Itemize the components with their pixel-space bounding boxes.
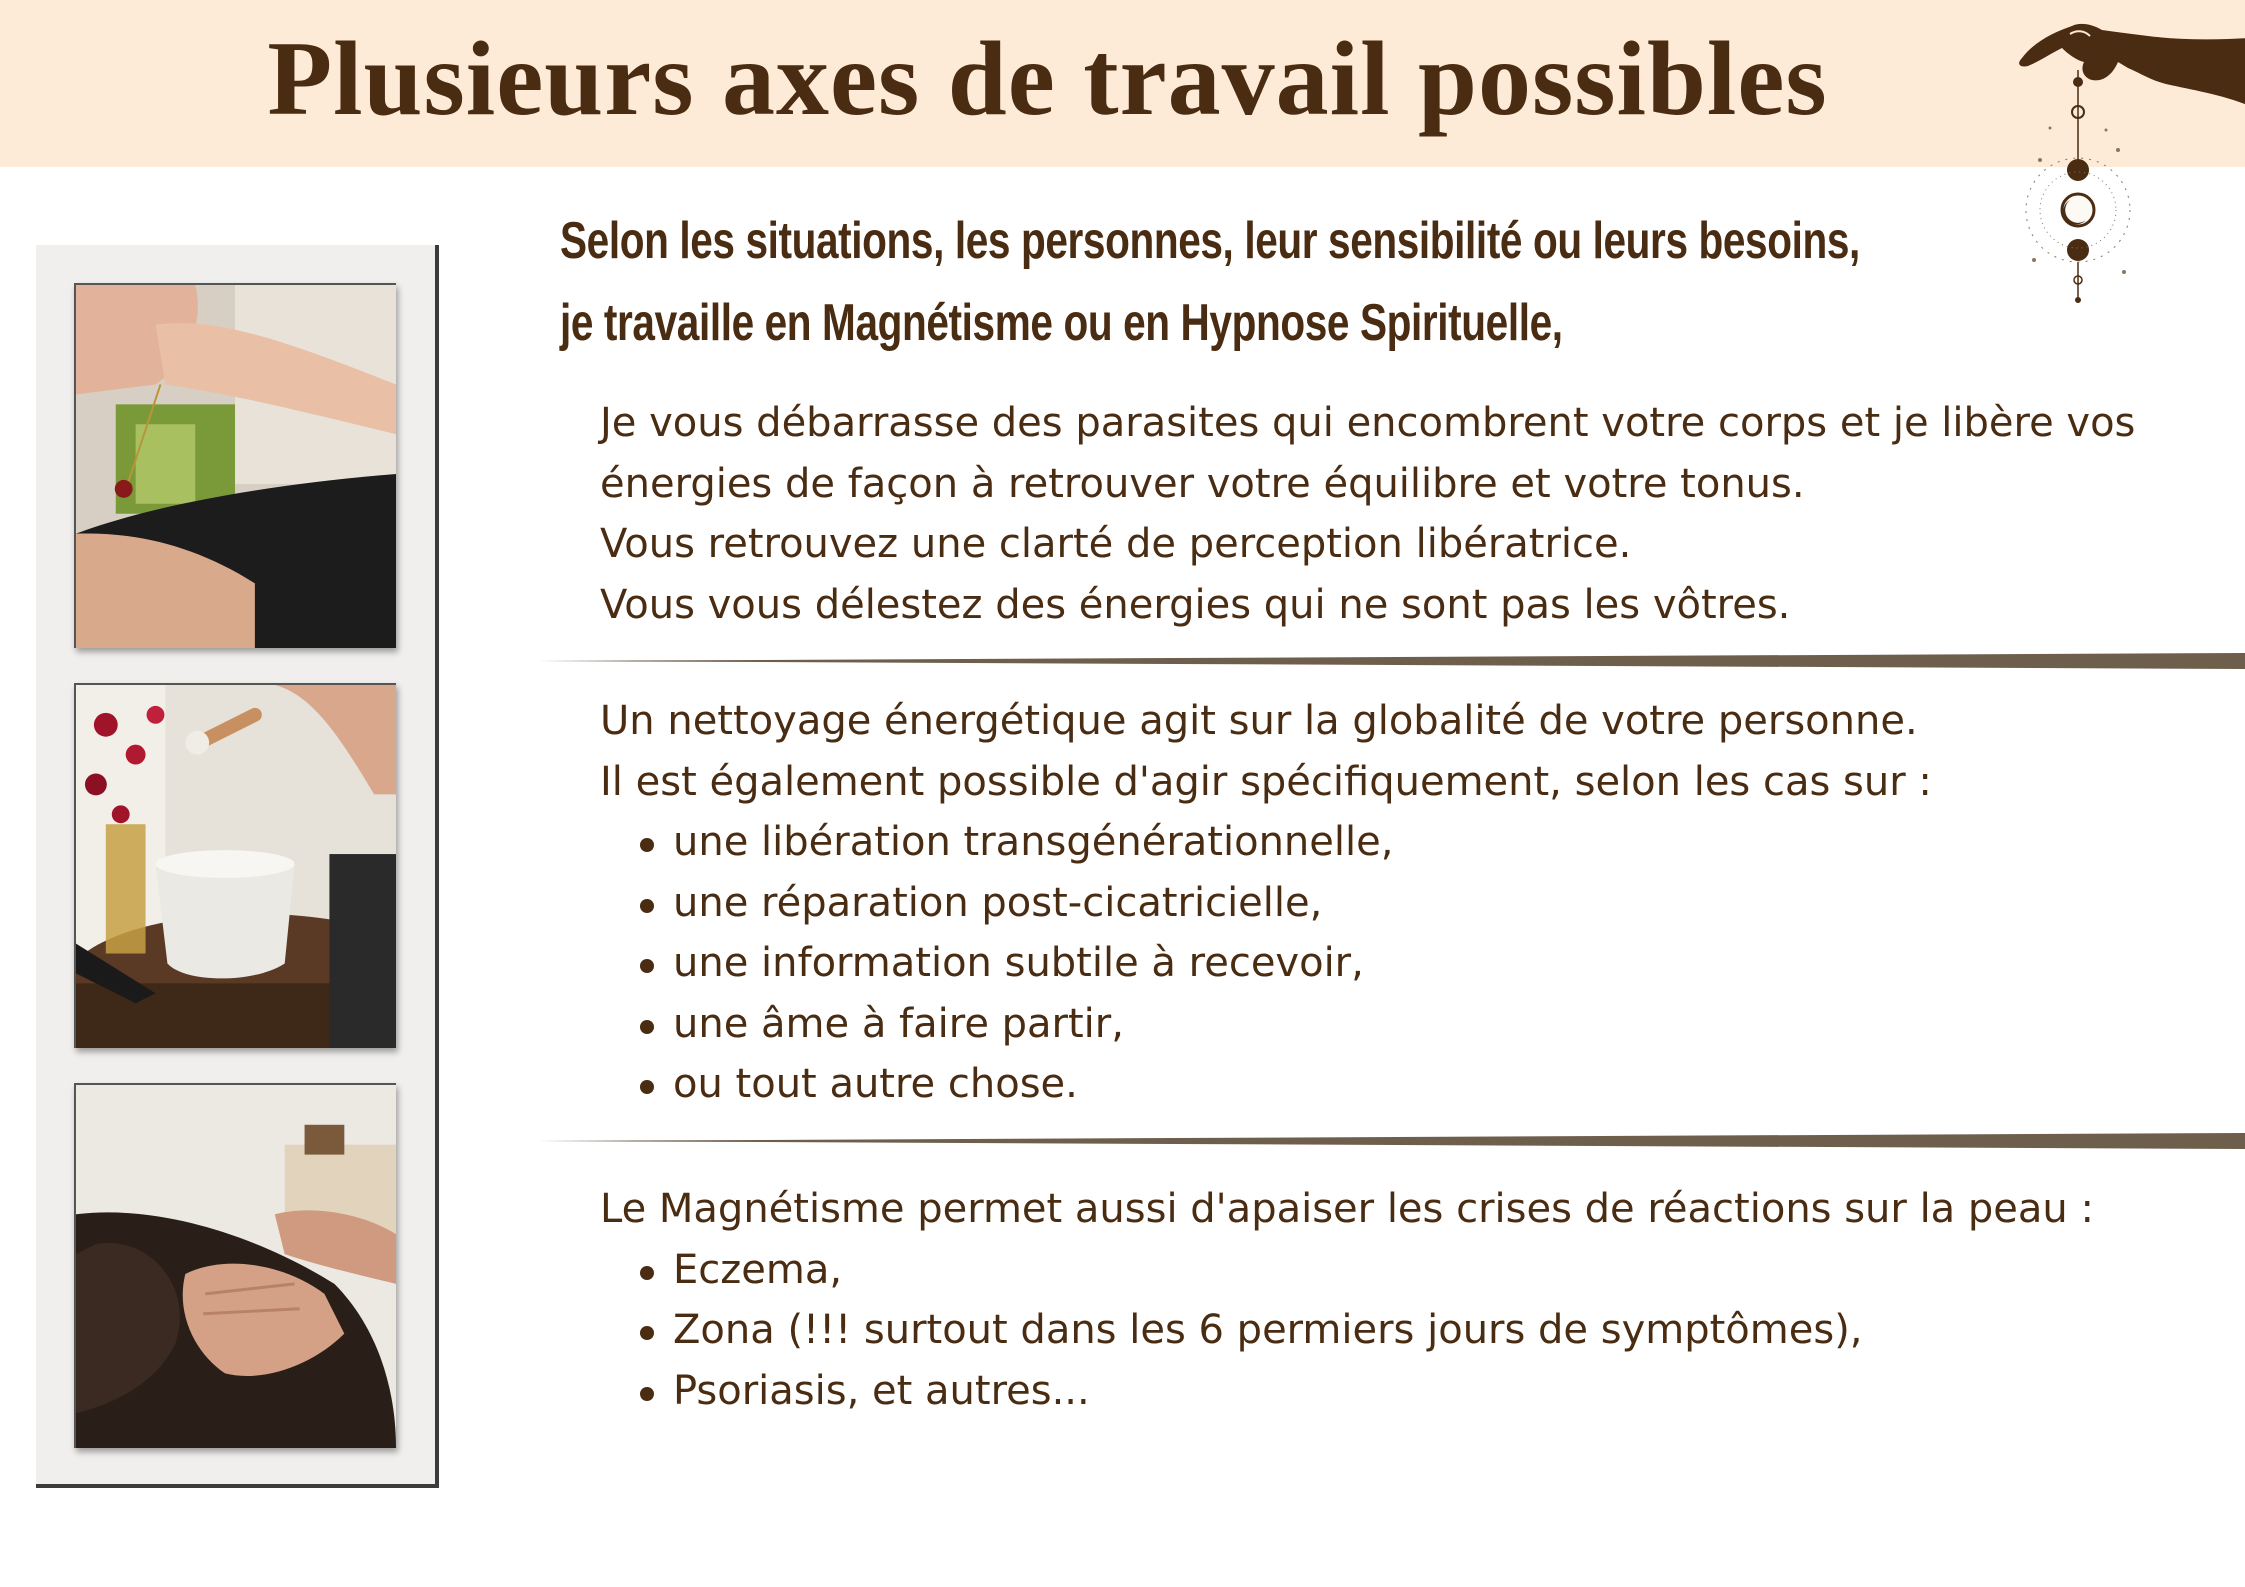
hand-pendulum-ornament-icon — [2010, 10, 2245, 330]
list-item: une information subtile à recevoir, — [600, 933, 2160, 994]
list-item: une réparation post-cicatricielle, — [600, 873, 2160, 934]
photo-frame — [36, 245, 439, 1488]
bullet-list — [600, 812, 2160, 1115]
list-item: Zona (!!! surtout dans les 6 permiers jours de symptômes), — [600, 1300, 2160, 1361]
list-item: Eczema, — [600, 1240, 2160, 1301]
page-title: Plusieurs axes de travail possibles — [267, 20, 1828, 137]
pendulum-session-photo — [74, 283, 396, 648]
paragraph-line: Vous retrouvez une clarté de perception libératrice. — [600, 521, 1632, 567]
section-divider — [538, 650, 2245, 670]
list-item: une libération transgénérationnelle, — [600, 812, 2160, 873]
paragraph-line: Vous vous délestez des énergies qui ne sont pas les vôtres. — [600, 581, 1791, 628]
list-item: une âme à faire partir, — [600, 994, 2160, 1055]
intro-line-2: je travaille en Magnétisme ou en Hypnose Spirituelle, — [560, 294, 1563, 352]
intro-text — [560, 200, 1860, 364]
section-parasites — [600, 393, 2160, 635]
intro-line-1: Selon les situations, les personnes, leur sensibilité ou leurs besoins, — [560, 212, 1860, 270]
list-item: ou tout autre chose. — [600, 1054, 2160, 1115]
section-energy-cleansing — [600, 691, 2160, 1115]
paragraph-line: Il est également possible d'agir spécifiquement, selon les cas sur : — [600, 758, 1932, 805]
paragraph-line: énergies de façon à retrouver votre équilibre et votre tonus. — [600, 460, 1805, 507]
singing-bowl-photo — [74, 683, 396, 1048]
list-item: Psoriasis, et autres... — [600, 1361, 2160, 1422]
paragraph-line: Le Magnétisme permet aussi d'apaiser les crises de réactions sur la peau : — [600, 1186, 2094, 1232]
section-divider — [538, 1130, 2245, 1150]
head-magnetism-photo — [74, 1083, 396, 1448]
paragraph-line: Je vous débarrasse des parasites qui encombrent votre corps et je libère vos — [600, 400, 2136, 446]
section-skin-reactions — [600, 1179, 2160, 1421]
paragraph-line: Un nettoyage énergétique agit sur la globalité de votre personne. — [600, 698, 1918, 744]
bullet-list — [600, 1240, 2160, 1422]
